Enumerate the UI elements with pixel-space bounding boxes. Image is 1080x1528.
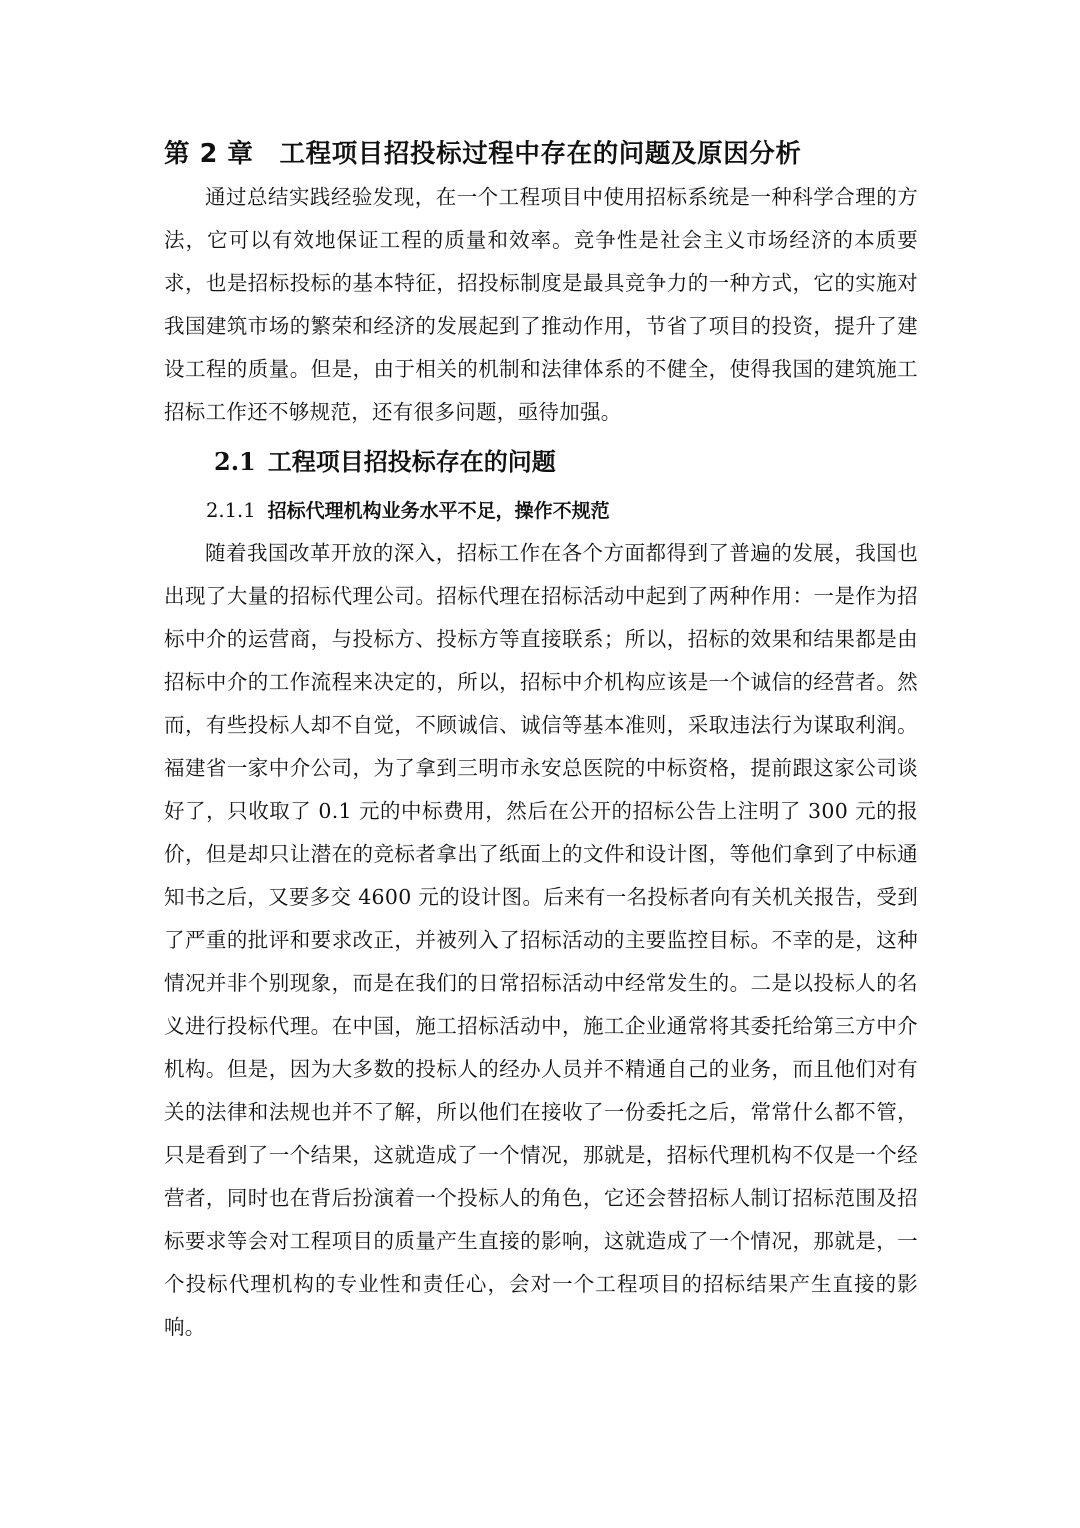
section-number: 2.1: [214, 447, 256, 476]
subsection-title: 招标代理机构业务水平不足，操作不规范: [267, 500, 610, 522]
page-content: [164, 132, 918, 1349]
subsection-heading: [164, 492, 918, 530]
subsection-number: 2.1.1: [206, 499, 256, 522]
body-paragraph: 随着我国改革开放的深入，招标工作在各个方面都得到了普遍的发展，我国也出现了大量的招标代理公司。招标代理在招标活动中起到了两种作用：一是作为招标中介的运营商，与投标方、投标方等直接联系；所以，招标的效果和结果都是由招标中介的工作流程来决定的，所以，招标中介机构应该是一个诚信的经营者。然而，有些投标人却不自觉，不顾诚信、诚信等基本准则，采取违法行为谋取利润。福建省一家中介公司，为了拿到三明市永安总医院的中标资格，提前跟这家公司谈好了，只收取了 0.1 元的中标费用，然后在公开的招标公告上注明了 300 元的报价，但是却只让潜在的竞标者拿出了纸面上的文件和设计图，等他们拿到了中标通知书之后，又要多交 4600 元的设计图。后来有一名投标者向有关机关报告，受到了严重的批评和要求改正，并被列入了招标活动的主要监控目标。不幸的是，这种情况并非个别现象，而是在我们的日常招标活动中经常发生的。二是以投标人的名义进行投标代理。在中国，施工招标活动中，施工企业通常将其委托给第三方中介机构。但是，因为大多数的投标人的经办人员并不精通自己的业务，而且他们对有关的法律和法规也并不了解，所以他们在接收了一份委托之后，常常什么都不管，只是看到了一个结果，这就造成了一个情况，那就是，招标代理机构不仅是一个经营者，同时也在背后扮演着一个投标人的角色，它还会替招标人制订招标范围及招标要求等会对工程项目的质量产生直接的影响，这就造成了一个情况，那就是，一个投标代理机构的专业性和责任心，会对一个工程项目的招标结果产生直接的影响。: [164, 541, 918, 1339]
intro-paragraph: 通过总结实践经验发现，在一个工程项目中使用招标系统是一种科学合理的方法，它可以有效地保证工程的质量和效率。竞争性是社会主义市场经济的本质要求，也是招标投标的基本特征，招投标制度是最具竞争力的一种方式，它的实施对我国建筑市场的繁荣和经济的发展起到了推动作用，节省了项目的投资，提升了建设工程的质量。但是，由于相关的机制和法律体系的不健全，使得我国的建筑施工招标工作还不够规范，还有很多问题，亟待加强。: [164, 185, 918, 424]
chapter-number: 第 2 章: [164, 139, 254, 169]
chapter-title: 工程项目招投标过程中存在的问题及原因分析: [279, 139, 802, 169]
section-title: 工程项目招投标存在的问题: [267, 447, 556, 476]
chapter-heading: [164, 132, 918, 176]
section-heading: [164, 440, 918, 484]
